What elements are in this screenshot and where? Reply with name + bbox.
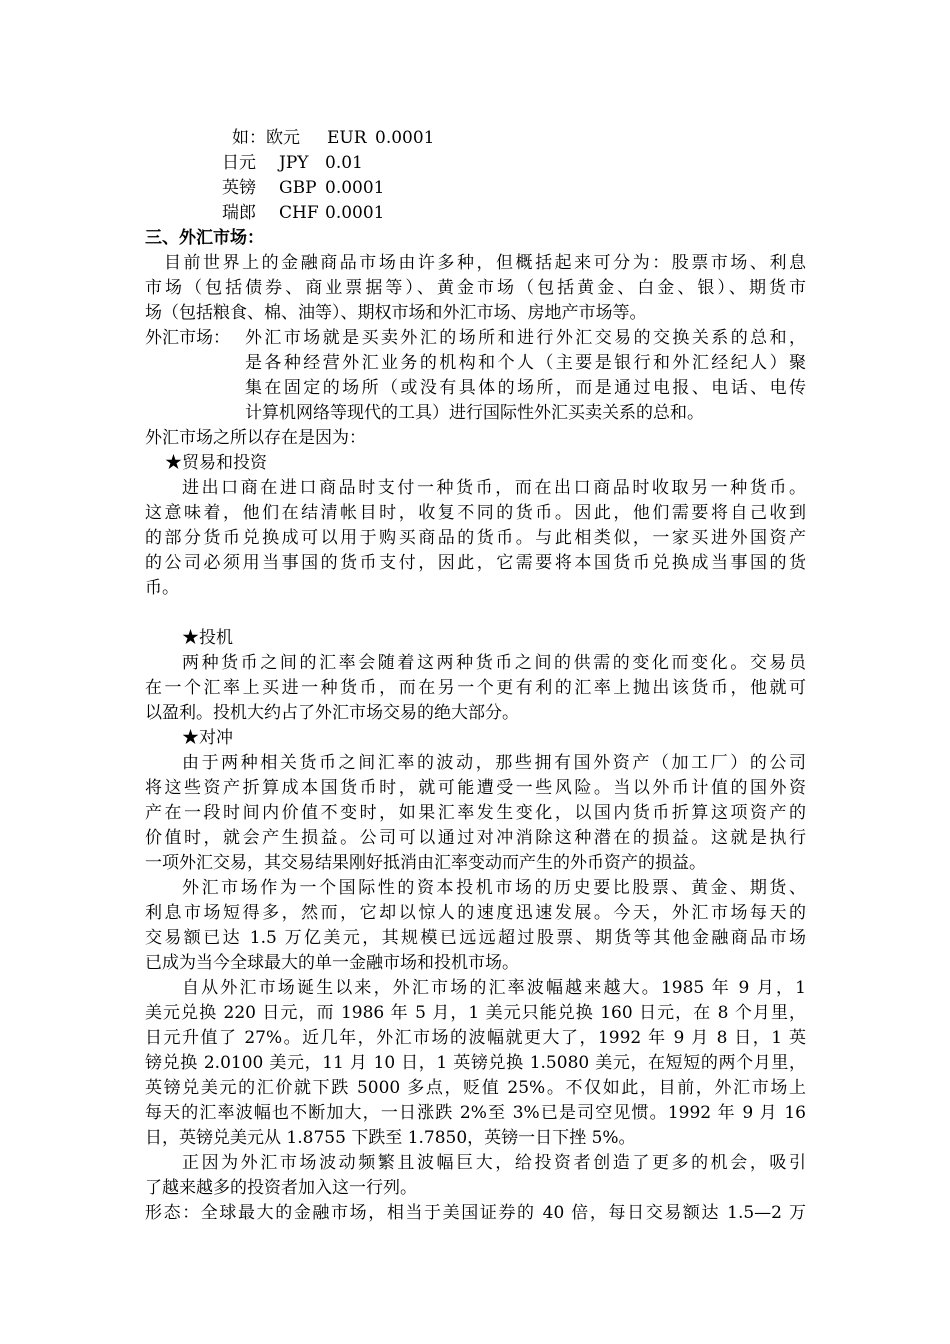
paragraph-line: 进出口商在进口商品时支付一种货币，而在出口商品时收取另一种货币。 — [182, 478, 806, 498]
reason-intro: 外汇市场之所以存在是因为： — [145, 428, 366, 448]
paragraph-line: 由于两种相关货币之间汇率的波动，那些拥有国外资产（加工厂）的公司 — [182, 753, 806, 773]
definition-line: 计算机网络等现代的工具）进行国际性外汇买卖关系的总和。 — [245, 403, 704, 423]
paragraph-line: 以盈利。投机大约占了外汇市场交易的绝大部分。 — [145, 703, 519, 723]
paragraph-line: 币。 — [145, 578, 179, 598]
paragraph-line: 美元兑换 220 日元，而 1986 年 5 月，1 美元只能兑换 160 日元，在 8 个月里， — [145, 1003, 806, 1023]
definition-term: 外汇市场： — [145, 328, 230, 348]
paragraph-line: 的公司必须用当事国的货币支付，因此，它需要将本国货币兑换成当事国的货 — [145, 553, 806, 573]
paragraph-line: 镑兑换 2.0100 美元，11 月 10 日，1 英镑兑换 1.5080 美元，在短短的两个月里， — [145, 1053, 806, 1073]
definition-line: 外汇市场就是买卖外汇的场所和进行外汇交易的交换关系的总和， — [245, 328, 806, 348]
paragraph-line: 产在一段时间内价值不变时，如果汇率发生变化，以国内货币折算这项资产的 — [145, 803, 806, 823]
paragraph-line: 两种货币之间的汇率会随着这两种货币之间的供需的变化而变化。交易员 — [182, 653, 806, 673]
subheading-speculation: ★投机 — [182, 628, 233, 648]
subheading-trade: ★贸易和投资 — [165, 453, 267, 473]
paragraph-line: 市场（包括债券、商业票据等）、黄金市场（包括黄金、白金、银）、期货市 — [145, 278, 806, 298]
currency-row-gbp: 英镑 GBP 0.0001 — [222, 178, 385, 198]
paragraph-line: 自从外汇市场诞生以来，外汇市场的汇率波幅越来越大。1985 年 9 月，1 — [182, 978, 806, 998]
paragraph-line: 已成为当今全球最大的单一金融市场和投机市场。 — [145, 953, 519, 973]
paragraph-line: 正因为外汇市场波动频繁且波幅巨大，给投资者创造了更多的机会，吸引 — [182, 1153, 806, 1173]
subheading-hedge: ★对冲 — [182, 728, 233, 748]
paragraph-line: 外汇市场作为一个国际性的资本投机市场的历史要比股票、黄金、期货、 — [182, 878, 806, 898]
definition-line: 是各种经营外汇业务的机构和个人（主要是银行和外汇经纪人）聚 — [245, 353, 806, 373]
paragraph-line: 英镑兑美元的汇价就下跌 5000 多点，贬值 25%。不仅如此，目前，外汇市场上 — [145, 1078, 806, 1098]
paragraph-line: 目前世界上的金融商品市场由许多种，但概括起来可分为：股票市场、利息 — [164, 253, 806, 273]
definition-line: 集在固定的场所（或没有具体的场所，而是通过电报、电话、电传 — [245, 378, 806, 398]
form-line: 形态：全球最大的金融市场，相当于美国证券的 40 倍，每日交易额达 1.5—2 万 — [145, 1203, 806, 1223]
currency-row-chf: 瑞郎 CHF 0.0001 — [222, 203, 385, 223]
section-heading: 三、外汇市场： — [145, 228, 264, 248]
paragraph-line: 日，英镑兑美元从 1.8755 下跌至 1.7850，英镑一日下挫 5%。 — [145, 1128, 636, 1148]
paragraph-line: 日元升值了 27%。近几年，外汇市场的波幅就更大了，1992 年 9 月 8 日，1 英 — [145, 1028, 806, 1048]
paragraph-line: 了越来越多的投资者加入这一行列。 — [145, 1178, 417, 1198]
paragraph-line: 每天的汇率波幅也不断加大，一日涨跌 2%至 3%已是司空见惯。1992 年 9 月 16 — [145, 1103, 806, 1123]
currency-row-eur: 如：欧元 EUR 0.0001 — [232, 128, 435, 148]
paragraph-line: 场（包括粮食、棉、油等）、期权市场和外汇市场、房地产市场等。 — [145, 303, 647, 323]
paragraph-line: 交易额已达 1.5 万亿美元，其规模已远远超过股票、期货等其他金融商品市场 — [145, 928, 806, 948]
paragraph-line: 价值时，就会产生损益。公司可以通过对冲消除这种潜在的损益。这就是执行 — [145, 828, 806, 848]
currency-row-jpy: 日元 JPY 0.01 — [222, 153, 363, 173]
paragraph-line: 一项外汇交易，其交易结果刚好抵消由汇率变动而产生的外币资产的损益。 — [145, 853, 706, 873]
paragraph-line: 在一个汇率上买进一种货币，而在另一个更有利的汇率上抛出该货币，他就可 — [145, 678, 806, 698]
paragraph-line: 的部分货币兑换成可以用于购买商品的货币。与此相类似，一家买进外国资产 — [145, 528, 806, 548]
paragraph-line: 将这些资产折算成本国货币时，就可能遭受一些风险。当以外币计值的国外资 — [145, 778, 806, 798]
paragraph-line: 这意味着，他们在结清帐目时，收复不同的货币。因此，他们需要将自己收到 — [145, 503, 806, 523]
paragraph-line: 利息市场短得多，然而，它却以惊人的速度迅速发展。今天，外汇市场每天的 — [145, 903, 806, 923]
